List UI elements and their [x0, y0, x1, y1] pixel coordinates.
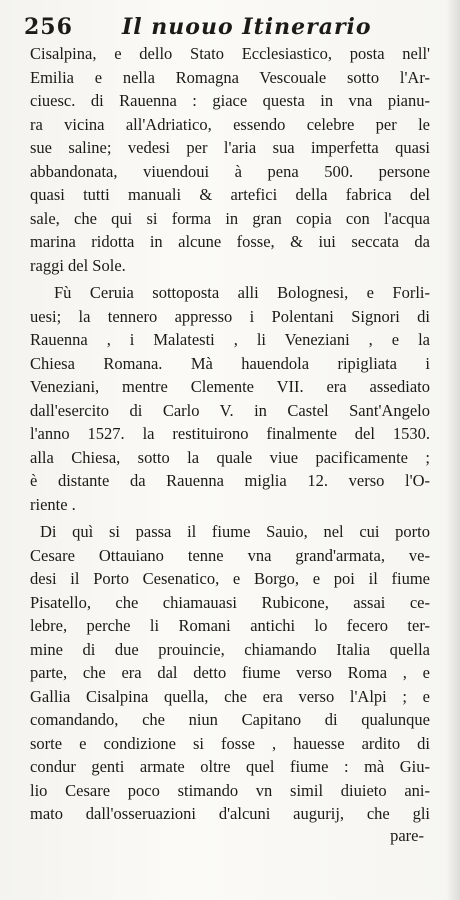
text-line: Chiesa Romana. Mà hauendola ripigliata i [30, 353, 430, 373]
text-line: Gallia Cisalpina quella, che era verso l'Alpi ; e [30, 686, 430, 706]
text-line: marina ridotta in alcune fosse, & iui seccata da [30, 232, 430, 251]
text-line: Rauenna , i Malatesti , li Veneziani , e la [30, 330, 430, 349]
text-line: lio Cesare poco stimando vn simil diuieto ani- [30, 780, 430, 800]
catchword: pare- [390, 826, 424, 845]
page-number: 256 [24, 14, 73, 40]
text-line: alla Chiesa, sotto la quale viue pacificamente ; [30, 447, 430, 467]
text-line: uesi; la tennero appresso i Polentani Signori di [30, 306, 430, 326]
text-line: Fù Ceruia sottoposta alli Bolognesi, e Forli- [54, 283, 430, 302]
page-edge-shadow [446, 0, 460, 900]
text-line: Cesare Ottauiano tenne vna grand'armata, ve- [30, 545, 430, 565]
text-line: Cisalpina, e dello Stato Ecclesiastico, posta nell' [30, 44, 430, 63]
text-line: abbandonata, viuendoui à pena 500. persone [30, 161, 430, 181]
running-title: Il nuouo Itinerario [122, 14, 372, 40]
text-line: sale, che qui si forma in gran copia con l'acqua [30, 208, 430, 228]
page-header [24, 14, 444, 40]
text-line: è distante da Rauenna miglia 12. verso l'O- [30, 471, 430, 490]
paragraph [30, 281, 430, 516]
text-line: sorte e condizione si fosse , hauesse ardito di [30, 733, 430, 753]
text-line: riente . [30, 494, 76, 514]
text-line: desi il Porto Cesenatico, e Borgo, e poi il fiume [30, 569, 430, 588]
paragraph [30, 42, 430, 277]
text-line: ciuesc. di Rauenna : giace questa in vna pianu- [30, 91, 430, 110]
text-line: comandando, che niun Capitano di qualunque [30, 710, 430, 729]
text-line: Pisatello, che chiamauasi Rubicone, assai ce- [30, 592, 430, 612]
text-line: Emilia e nella Romagna Vescouale sotto l'Ar- [30, 67, 430, 87]
text-line: mato dall'osseruazioni d'alcuni augurij, che gli [30, 804, 430, 823]
text-line: lebre, perche li Romani antichi lo fecero ter- [30, 616, 430, 635]
text-line: dall'esercito di Carlo V. in Castel Sant'Angelo [30, 400, 430, 420]
text-line: Di quì si passa il fiume Sauio, nel cui porto [40, 522, 430, 541]
text-line: ra vicina all'Adriatico, essendo celebre per le [30, 114, 430, 134]
paragraph [30, 520, 430, 826]
text-line: Veneziani, mentre Clemente VII. era assediato [30, 377, 430, 396]
text-line: raggi del Sole. [30, 255, 126, 275]
text-line: l'anno 1527. la restituirono finalmente del 1530. [30, 424, 430, 443]
text-line: sue saline; vedesi per l'aria sua imperfetta quasi [30, 138, 430, 157]
body-text [30, 42, 430, 826]
text-line: mine di due prouincie, chiamando Italia quella [30, 639, 430, 659]
text-line: parte, che era dal detto fiume verso Roma , e [30, 663, 430, 682]
text-line: condur genti armate oltre quel fiume : mà Giu- [30, 757, 430, 776]
text-line: quasi tutti manuali & artefici della fabrica del [30, 185, 430, 204]
